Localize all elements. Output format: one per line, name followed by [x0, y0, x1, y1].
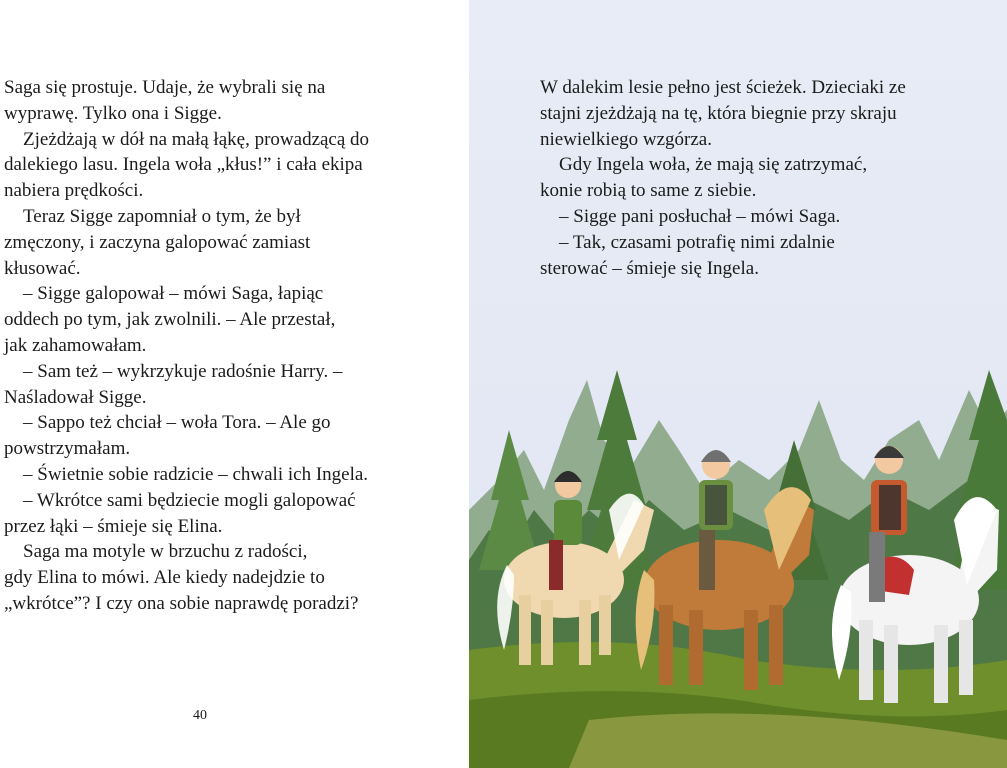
- text-line: – Tak, czasami potrafię nimi zdalnie: [559, 231, 835, 253]
- text-line: oddech po tym, jak zwolnili. – Ale przestał,: [4, 309, 336, 331]
- left-page: [0, 0, 469, 768]
- text-line: Teraz Sigge zapomniał o tym, że był: [23, 205, 301, 227]
- text-line: zmęczony, i zaczyna galopować zamiast: [4, 231, 311, 253]
- text-line: „wkrótce”? I czy ona sobie naprawdę poradzi?: [4, 592, 359, 614]
- text-line: przez łąki – śmieje się Elina.: [4, 515, 223, 537]
- text-line: powstrzymałam.: [4, 438, 131, 460]
- left-page-text: [4, 75, 459, 617]
- text-line: konie robią to same z siebie.: [540, 180, 757, 202]
- text-line: Naśladował Sigge.: [4, 386, 147, 408]
- right-page: [469, 0, 1007, 768]
- text-line: Saga ma motyle w brzuchu z radości,: [23, 541, 308, 563]
- text-line: stajni zjeżdżają na tę, która biegnie przy skraju: [540, 102, 897, 124]
- right-page-text: [540, 75, 1000, 281]
- text-line: dalekiego lasu. Ingela woła „kłus!” i cała ekipa: [4, 154, 363, 176]
- text-line: – Świetnie sobie radzicie – chwali ich Ingela.: [23, 463, 369, 485]
- text-line: – Sigge galopował – mówi Saga, łapiąc: [23, 283, 324, 305]
- text-line: – Sappo też chciał – woła Tora. – Ale go: [23, 412, 331, 434]
- text-line: Saga się prostuje. Udaje, że wybrali się na: [4, 77, 326, 98]
- text-line: Zjeżdżają w dół na małą łąkę, prowadzącą do: [23, 128, 370, 150]
- text-line: sterować – śmieje się Ingela.: [540, 257, 759, 279]
- text-line: wyprawę. Tylko ona i Sigge.: [4, 102, 222, 124]
- page-number: 40: [193, 708, 207, 723]
- text-line: gdy Elina to mówi. Ale kiedy nadejdzie to: [4, 567, 325, 589]
- text-line: – Sam też – wykrzykuje radośnie Harry. –: [23, 360, 343, 382]
- text-line: – Wkrótce sami będziecie mogli galopować: [23, 489, 356, 511]
- text-line: nabiera prędkości.: [4, 180, 144, 202]
- text-line: – Sigge pani posłuchał – mówi Saga.: [559, 205, 841, 227]
- text-line: kłusować.: [4, 257, 81, 279]
- text-line: niewielkiego wzgórza.: [540, 128, 712, 150]
- text-line: W dalekim lesie pełno jest ścieżek. Dzieciaki ze: [540, 77, 906, 98]
- riders-illustration: [469, 360, 1007, 768]
- text-line: jak zahamowałam.: [4, 334, 147, 356]
- text-line: Gdy Ingela woła, że mają się zatrzymać,: [559, 154, 868, 176]
